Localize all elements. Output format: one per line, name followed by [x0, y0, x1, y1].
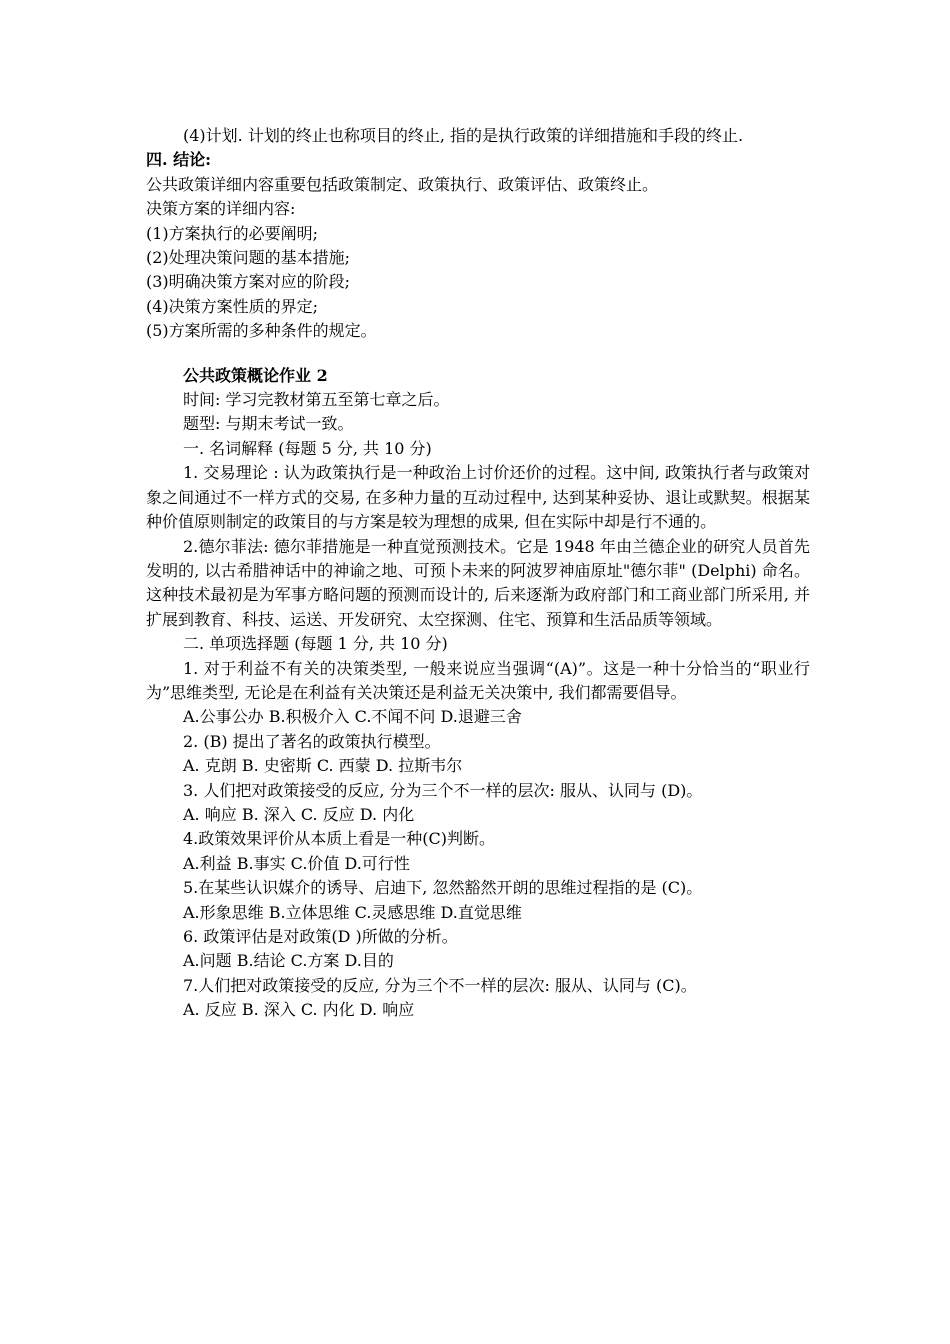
- assignment-time: 时间: 学习完教材第五至第七章之后。: [183, 390, 450, 410]
- assignment-type: 题型: 与期末考试一致。: [183, 414, 354, 434]
- term-transaction-theory: 1. 交易理论 : 认为政策执行是一种政治上讨价还价的过程。这中间, 政策执行者与政策对象之间通过不一样方式的交易, 在多种力量的互动过程中, 达到某种妥协、退让或默契。根据某种价值原则制定的政策目的与方案是较为理想的成果, 但在实际中却是行不通的。: [146, 463, 810, 532]
- list-item: (1)方案执行的必要阐明;: [146, 223, 319, 243]
- conclusion-heading: 四. 结论:: [146, 150, 212, 170]
- question-3-options: A. 响应 B. 深入 C. 反应 D. 内化: [183, 804, 415, 824]
- question-5-options: A.形象思维 B.立体思维 C.灵感思维 D.直觉思维: [183, 902, 522, 922]
- list-item: (5)方案所需的多种条件的规定。: [146, 321, 377, 341]
- question-2-options: A. 克朗 B. 史密斯 C. 西蒙 D. 拉斯韦尔: [183, 756, 463, 776]
- list-item: (3)明确决策方案对应的阶段;: [146, 272, 351, 292]
- list-item: (4)决策方案性质的界定;: [146, 296, 319, 316]
- question-2: 2. (B) 提出了著名的政策执行模型。: [183, 731, 441, 751]
- document-page: [146, 124, 810, 1023]
- question-6: 6. 政策评估是对政策(D )所做的分析。: [183, 927, 458, 946]
- question-4: 4.政策效果评价从本质上看是一种(C)判断。: [183, 829, 495, 849]
- conclusion-summary: 公共政策详细内容重要包括政策制定、政策执行、政策评估、政策终止。: [146, 174, 659, 194]
- section-spacer: [146, 344, 810, 364]
- part1-heading: 一. 名词解释 (每题 5 分, 共 10 分): [183, 438, 432, 458]
- list-item: (2)处理决策问题的基本措施;: [146, 248, 351, 268]
- assignment-title: 公共政策概论作业 2: [183, 365, 328, 385]
- question-1: 1. 对于利益不有关的决策类型, 一般来说应当强调“(A)”。这是一种十分恰当的“职业行为”思维类型, 无论是在利益有关决策还是利益无关决策中, 我们都需要倡导。: [146, 658, 810, 702]
- question-5: 5.在某些认识媒介的诱导、启迪下, 忽然豁然开朗的思维过程指的是 (C)。: [183, 878, 703, 898]
- term-delphi-method: 2.德尔菲法: 德尔菲措施是一种直觉预测技术。它是 1948 年由兰德企业的研究人员首先发明的, 以古希腊神话中的神谕之地、可预卜未来的阿波罗神庙原址"德尔菲" (Delphi) 命名。这种技术最初是为军事方略问题的预测而设计的, 后来逐渐为政府部门和工商业部门所采用, 并扩展到教育、科技、运送、开发研究、太空探测、住宅、预算和生活品质等领域。: [146, 536, 810, 629]
- question-6-options: A.问题 B.结论 C.方案 D.目的: [183, 951, 394, 971]
- decision-plan-heading: 决策方案的详细内容:: [146, 199, 296, 219]
- plan-termination-paragraph: (4)计划. 计划的终止也称项目的终止, 指的是执行政策的详细措施和手段的终止.: [183, 126, 744, 145]
- question-7: 7.人们把对政策接受的反应, 分为三个不一样的层次: 服从、认同与 (C)。: [183, 975, 697, 995]
- part2-heading: 二. 单项选择题 (每题 1 分, 共 10 分): [183, 634, 448, 654]
- question-4-options: A.利益 B.事实 C.价值 D.可行性: [183, 853, 410, 873]
- question-1-options: A.公事公办 B.积极介入 C.不闻不问 D.退避三舍: [183, 707, 522, 727]
- question-7-options: A. 反应 B. 深入 C. 内化 D. 响应: [183, 1000, 415, 1020]
- question-3: 3. 人们把对政策接受的反应, 分为三个不一样的层次: 服从、认同与 (D)。: [183, 780, 703, 800]
